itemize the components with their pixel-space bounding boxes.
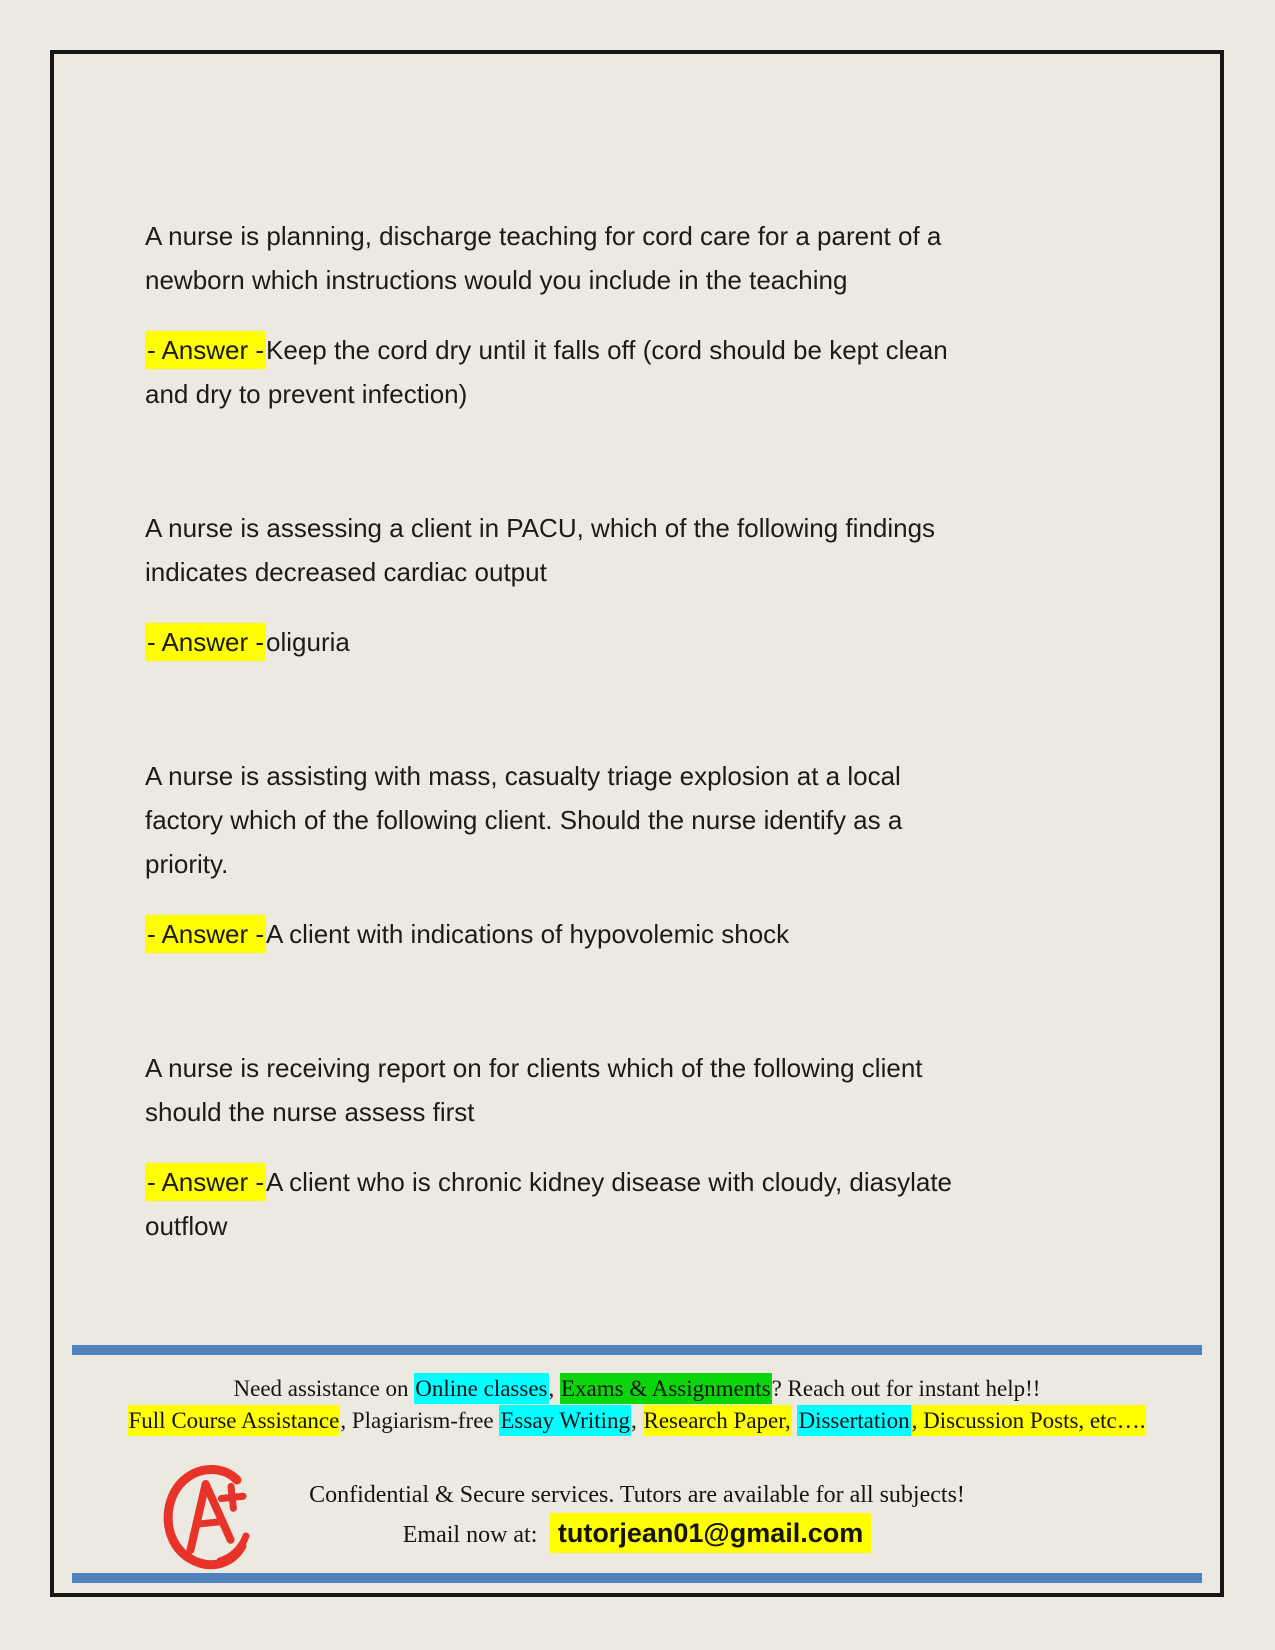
- answer-highlight-label: - Answer -: [145, 915, 266, 953]
- promo-text: , Plagiarism-free: [340, 1408, 500, 1433]
- question-paragraph: [145, 754, 952, 886]
- promo-highlight-cyan: Essay Writing: [499, 1405, 631, 1436]
- promo-text: Need assistance on: [233, 1376, 415, 1401]
- group-gap: [145, 690, 952, 754]
- email-prefix: Email now at:: [402, 1522, 538, 1548]
- answer-line: - Answer -oliguria: [145, 620, 952, 664]
- email-address: tutorjean01@gmail.com: [550, 1513, 871, 1553]
- answer-line: outflow: [145, 1211, 228, 1241]
- answer-highlight-label: - Answer -: [145, 623, 266, 661]
- question-line: should the nurse assess first: [145, 1097, 475, 1127]
- promo-text: ,: [548, 1376, 560, 1401]
- question-line: priority.: [145, 849, 229, 879]
- group-gap: [145, 982, 952, 1046]
- divider-bar-bottom: [72, 1573, 1202, 1583]
- footer-promo-line-1: [54, 1374, 1220, 1404]
- promo-highlight-yellow: , Discussion Posts, etc….: [911, 1405, 1147, 1436]
- promo-highlight-cyan: Dissertation: [797, 1405, 910, 1436]
- question-line: indicates decreased cardiac output: [145, 557, 547, 587]
- answer-line: - Answer -Keep the cord dry until it falls off (cord should be kept clean: [145, 328, 952, 372]
- email-line: [54, 1518, 1220, 1549]
- answer-line: - Answer -A client who is chronic kidney disease with cloudy, diasylate: [145, 1160, 952, 1204]
- a-plus-logo-icon: [158, 1458, 258, 1573]
- question-line: A nurse is planning, discharge teaching for cord care for a parent of a: [145, 221, 942, 251]
- question-line: factory which of the following client. Should the nurse identify as a: [145, 805, 903, 835]
- question-line: A nurse is assisting with mass, casualty triage explosion at a local: [145, 761, 901, 791]
- question-paragraph: [145, 1046, 952, 1134]
- question-paragraph: [145, 214, 952, 302]
- promo-highlight-yellow: Full Course Assistance: [128, 1405, 341, 1436]
- group-gap: [145, 442, 952, 506]
- divider-bar-top: [72, 1345, 1202, 1355]
- answer-paragraph: [145, 912, 952, 956]
- confidential-line: Confidential & Secure services. Tutors are available for all subjects!: [309, 1482, 965, 1508]
- answer-highlight-label: - Answer -: [145, 1163, 266, 1201]
- question-paragraph: [145, 506, 952, 594]
- page-border-frame: [50, 50, 1224, 1597]
- question-line: A nurse is receiving report on for clients which of the following client: [145, 1053, 923, 1083]
- answer-paragraph: [145, 620, 952, 664]
- answer-highlight-label: - Answer -: [145, 331, 266, 369]
- promo-highlight-cyan: Online classes: [414, 1373, 548, 1404]
- answer-paragraph: [145, 328, 952, 416]
- promo-highlight-green: Exams & Assignments: [560, 1373, 772, 1404]
- qa-section: [145, 214, 952, 1274]
- question-line: A nurse is assessing a client in PACU, which of the following findings: [145, 513, 936, 543]
- promo-text: ? Reach out for instant help!!: [771, 1376, 1041, 1401]
- answer-paragraph: [145, 1160, 952, 1248]
- answer-line: and dry to prevent infection): [145, 379, 468, 409]
- promo-text: ,: [631, 1408, 643, 1433]
- promo-highlight-yellow: Research Paper,: [643, 1405, 792, 1436]
- footer-promo-line-2: [54, 1406, 1220, 1436]
- answer-line: - Answer -A client with indications of hypovolemic shock: [145, 912, 952, 956]
- question-line: newborn which instructions would you include in the teaching: [145, 265, 848, 295]
